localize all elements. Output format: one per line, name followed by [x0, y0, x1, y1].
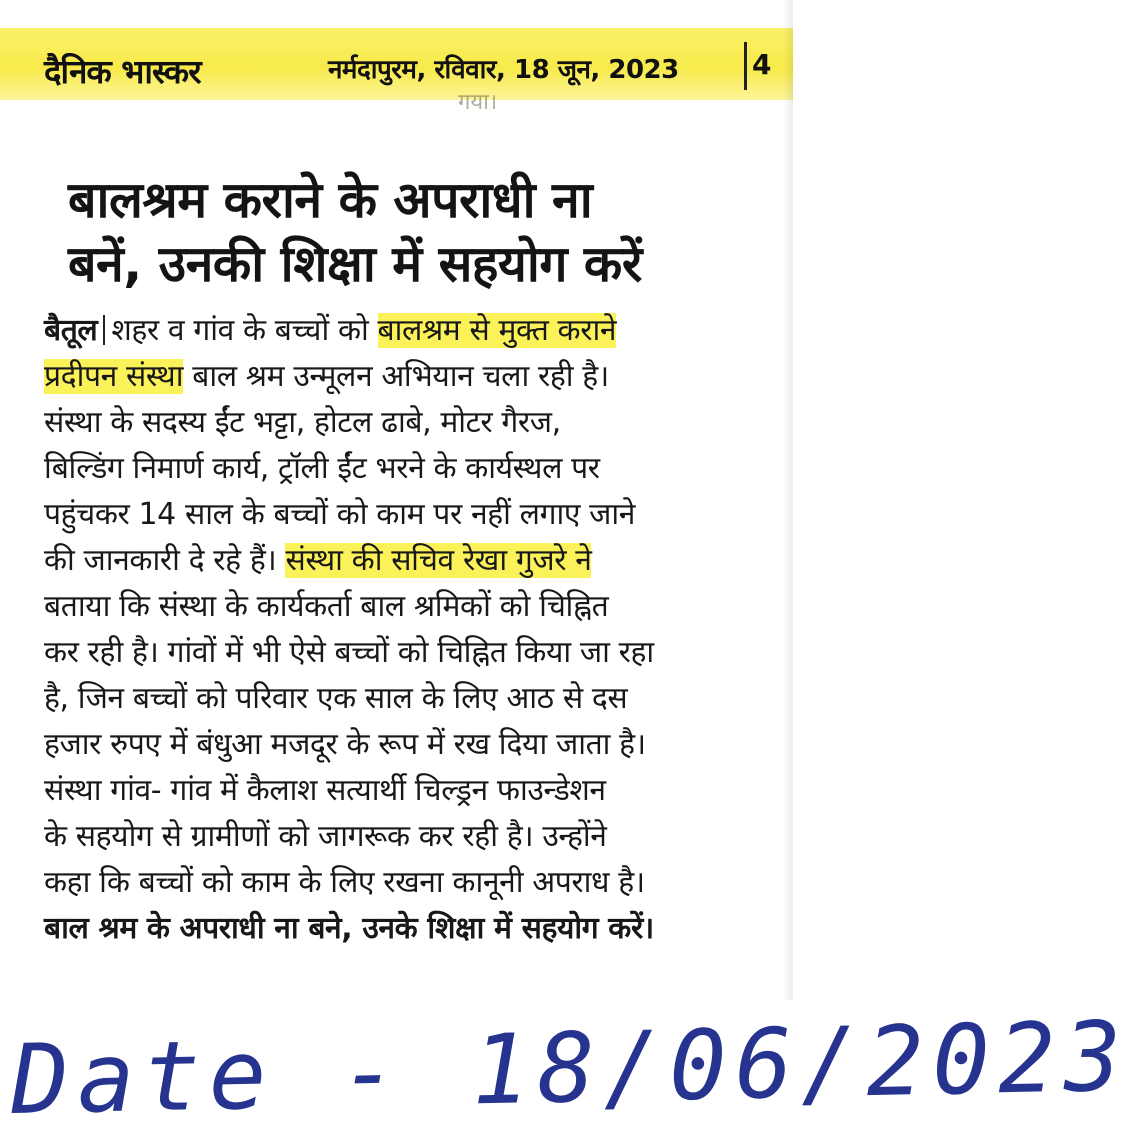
article-line: [44, 722, 779, 768]
article-line: [44, 860, 779, 906]
line-text: बताया कि संस्था के कार्यकर्ता बाल श्रमिकों को चिह्नित: [44, 589, 609, 624]
article-line: [44, 630, 779, 676]
newspaper-brand: दैनिक भास्कर: [44, 52, 201, 91]
article-line: [44, 354, 779, 400]
scan-edge-shadow: [783, 0, 793, 1000]
article-headline: [68, 168, 768, 296]
article-body: [44, 308, 779, 952]
article-line: [44, 308, 779, 354]
headline-line-1: बालश्रम कराने के अपराधी ना: [68, 171, 593, 229]
article-dateline: बैतूल: [44, 313, 98, 348]
article-closing-line: [44, 906, 779, 952]
line-text: संस्था गांव- गांव में कैलाश सत्यार्थी चिल्ड्रन फाउन्डेशन: [44, 773, 606, 808]
article-line: [44, 768, 779, 814]
line-text: हजार रुपए में बंधुआ मजदूर के रूप में रख दिया जाता है।: [44, 727, 646, 762]
line-text: के सहयोग से ग्रामीणों को जागरूक कर रही है। उन्होंने: [44, 819, 607, 854]
article-line: [44, 814, 779, 860]
line-text: पहुंचकर 14 साल के बच्चों को काम पर नहीं लगाए जाने: [44, 497, 636, 532]
line-text: बिल्डिंग निमार्ण कार्य, ट्रॉली ईंट भरने के कार्यस्थल पर: [44, 451, 600, 486]
headline-line-2: बनें, उनकी शिक्षा में सहयोग करें: [68, 235, 642, 293]
article-line: [44, 492, 779, 538]
article-line: [44, 446, 779, 492]
line-text: बाल श्रम के अपराधी ना बने, उनके शिक्षा में सहयोग करें।: [44, 911, 654, 946]
article-line: [44, 400, 779, 446]
masthead-divider: [744, 42, 747, 90]
line-text: है, जिन बच्चों को परिवार एक साल के लिए आठ से दस: [44, 681, 628, 716]
line-text: शहर व गांव के बच्चों को: [111, 313, 378, 348]
highlighted-text: बालश्रम से मुक्त कराने: [377, 313, 617, 348]
highlighted-text: प्रदीपन संस्था: [44, 359, 184, 394]
bleed-through-text: गया।: [458, 90, 498, 115]
article-line: [44, 538, 779, 584]
highlighted-text: संस्था की सचिव रेखा गुजरे ने: [285, 543, 592, 578]
masthead-dateline: नर्मदापुरम, रविवार, 18 जून, 2023: [328, 55, 679, 85]
line-text: कहा कि बच्चों को काम के लिए रखना कानूनी अपराध है।: [44, 865, 645, 900]
line-text: बाल श्रम उन्मूलन अभियान चला रही है।: [183, 359, 609, 394]
line-text: संस्था के सदस्य ईंट भट्टा, होटल ढाबे, मोटर गैरज,: [44, 405, 561, 440]
line-text: कर रही है। गांवों में भी ऐसे बच्चों को चिह्नित किया जा रहा: [44, 635, 654, 670]
dateline-divider: [103, 315, 105, 345]
page-number: 4: [752, 48, 772, 81]
article-line: [44, 584, 779, 630]
handwritten-date-note: Date - 18/06/2023: [10, 1000, 1131, 1136]
article-line: [44, 676, 779, 722]
line-text: की जानकारी दे रहे हैं।: [44, 543, 286, 578]
